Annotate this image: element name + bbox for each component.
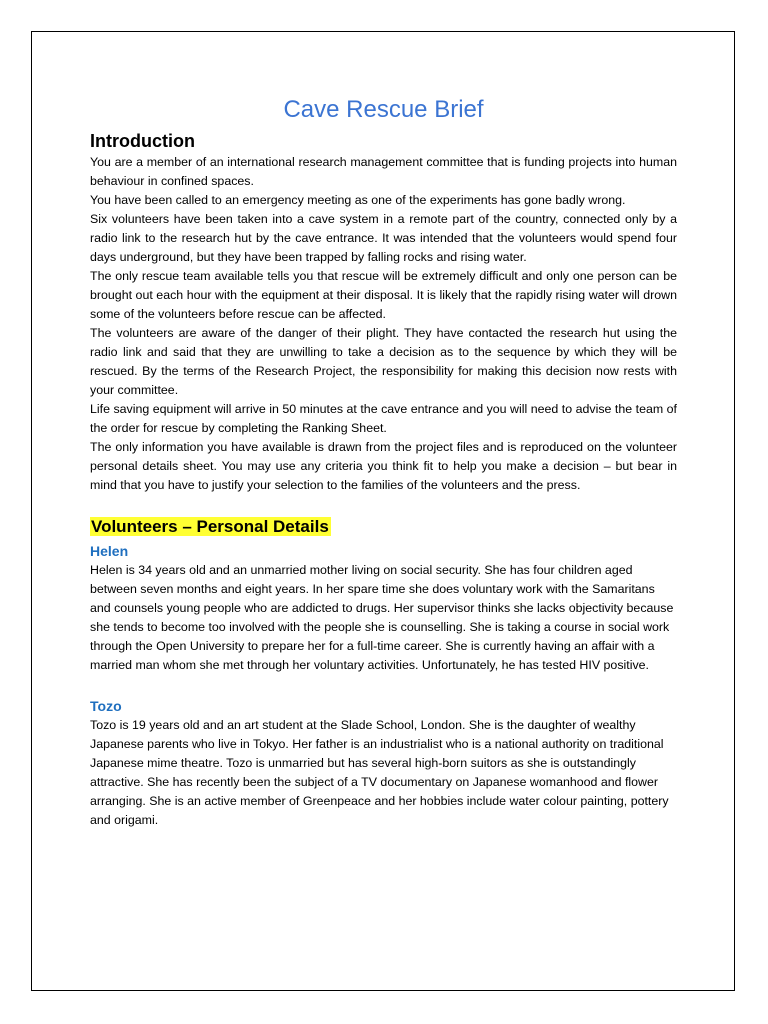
volunteers-heading <box>90 515 677 539</box>
volunteer-bio: Tozo is 19 years old and an art student at the Slade School, London. She is the daughter of wealthy Japanese parents who live in Tokyo. Her father is an industrialist who is a national authority on traditional Japanese mime theatre. Tozo is unmarried but has several high-born suitors as she is outstandingly attractive. She has recently been the subject of a TV documentary on Japanese womanhood and flower arranging. She is an active member of Greenpeace and her hobbies include water colour painting, pottery and origami. <box>90 718 669 827</box>
introduction-heading: Introduction <box>90 131 195 151</box>
intro-paragraph: You have been called to an emergency meeting as one of the experiments has gone badly wrong. <box>90 193 626 207</box>
introduction-text <box>90 153 677 495</box>
intro-paragraph: Life saving equipment will arrive in 50 minutes at the cave entrance and you will need to advise the team of the order for rescue by completing the Ranking Sheet. <box>90 402 677 435</box>
intro-paragraph: The volunteers are aware of the danger of their plight. They have contacted the research hut using the radio link and said that they are unwilling to take a decision as to the sequence by which they will be rescued. By the terms of the Research Project, the responsibility for making this decision now rests with your committee. <box>90 326 677 397</box>
volunteer-name: Tozo <box>90 698 122 714</box>
document-title: Cave Rescue Brief <box>283 96 484 123</box>
volunteer-entry <box>90 541 677 675</box>
volunteer-name: Helen <box>90 543 129 559</box>
volunteers-heading-highlight: Volunteers – Personal Details <box>91 517 329 536</box>
document-body <box>90 93 677 830</box>
intro-paragraph: Six volunteers have been taken into a cave system in a remote part of the country, connected only by a radio link to the research hut by the cave entrance. It was intended that the volunteers would spend four days underground, but they have been trapped by falling rocks and rising water. <box>90 212 677 264</box>
intro-paragraph: You are a member of an international research management committee that is funding projects into human behaviour in confined spaces. <box>90 155 677 188</box>
volunteer-bio: Helen is 34 years old and an unmarried mother living on social security. She has four children aged between seven months and eight years. In her spare time she does voluntary work with the Samaritans and counsels young people who are addicted to drugs. Her supervisor thinks she lacks objectivity because she tends to become too involved with the people she is counselling. She is taking a course in social work through the Open University to prepare her for a full-time career. She is currently having an affair with a married man whom she met through her voluntary activities. Unfortunately, he has tested HIV positive. <box>90 563 674 672</box>
intro-paragraph: The only information you have available is drawn from the project files and is reproduced on the volunteer personal details sheet. You may use any criteria you think fit to help you make a decision – but bear in mind that you have to justify your selection to the families of the volunteers and the press. <box>90 440 677 492</box>
volunteer-entry <box>90 696 677 830</box>
intro-paragraph: The only rescue team available tells you that rescue will be extremely difficult and only one person can be brought out each hour with the equipment at their disposal. It is likely that the rapidly rising water will drown some of the volunteers before rescue can be affected. <box>90 269 677 321</box>
